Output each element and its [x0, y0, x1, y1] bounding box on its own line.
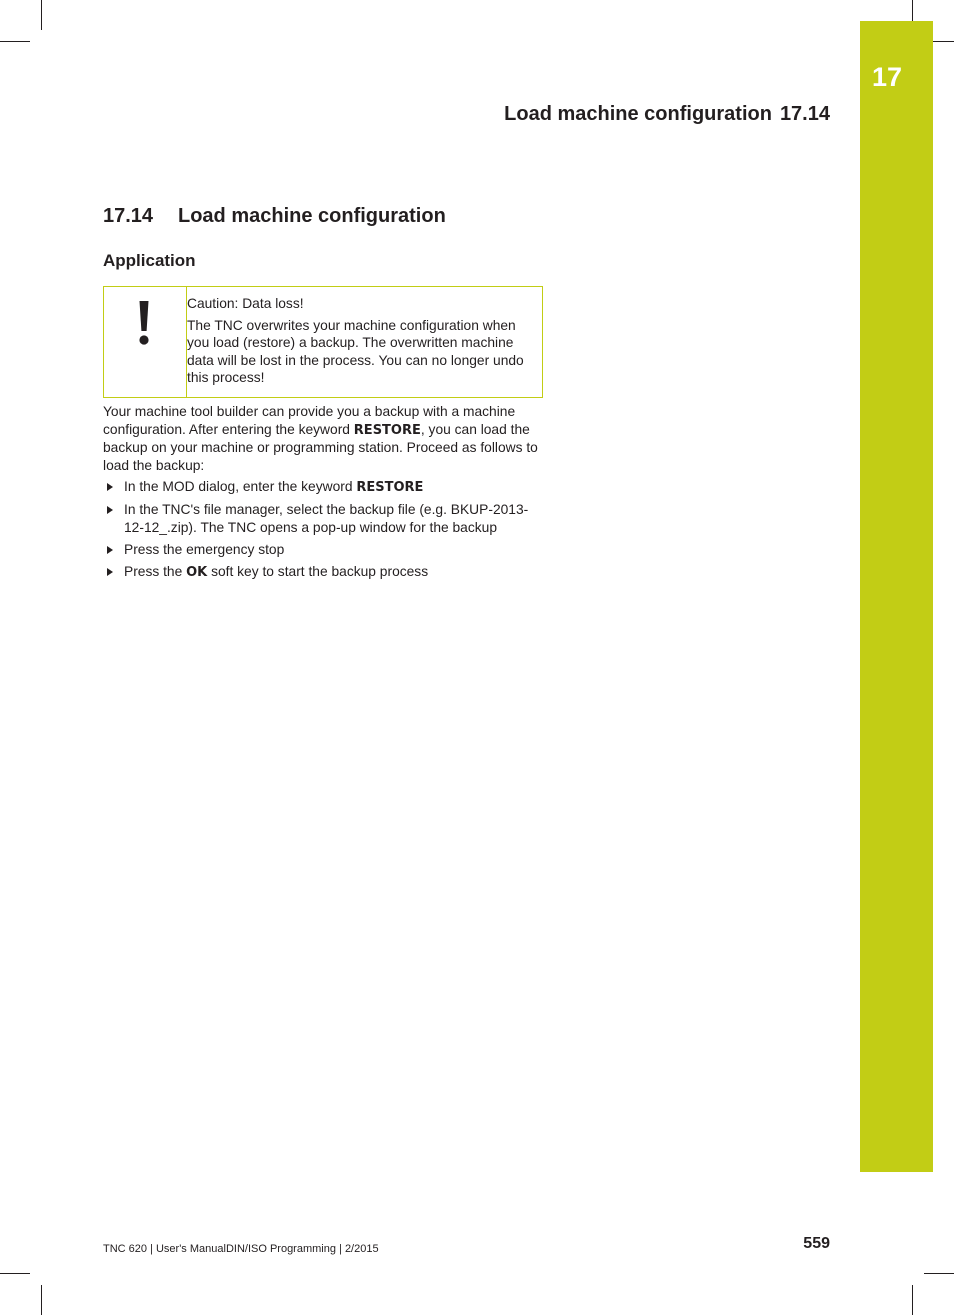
intro-text: Your machine tool builder can provide you a backup with a machine configuration. After entering the keyword — [103, 404, 516, 437]
intro-paragraph — [103, 403, 547, 474]
note-text — [187, 295, 532, 391]
crop-mark — [912, 1285, 913, 1315]
arrow-icon — [107, 483, 113, 491]
crop-mark — [0, 1273, 30, 1274]
section-title-text: Load machine configuration — [178, 205, 446, 227]
caution-note — [103, 286, 543, 398]
note-body: The TNC overwrites your machine configuration when you load (restore) a backup. The overwritten machine data will be lost in the process. You can no longer undo this process! — [187, 317, 524, 385]
step-text: soft key to start the backup process — [207, 564, 429, 580]
crop-mark — [924, 1273, 954, 1274]
chapter-tab — [860, 21, 933, 1172]
body-text — [103, 403, 547, 586]
crop-mark — [0, 41, 30, 42]
page-number: 559 — [803, 1235, 830, 1252]
section-title — [103, 205, 446, 228]
exclamation-icon — [137, 301, 151, 345]
intro-text: , you can load the backup on your machine or programming station. Proceed as follows to load the backup: — [103, 421, 538, 473]
step-text: Press the — [124, 564, 187, 580]
arrow-icon — [107, 506, 113, 514]
steps-list — [103, 478, 547, 581]
step-text: Press the emergency stop — [124, 542, 285, 558]
step-keyword: RESTORE — [356, 480, 424, 496]
arrow-icon — [107, 546, 113, 554]
footer-text: TNC 620 | User's ManualDIN/ISO Programming | 2/2015 — [103, 1243, 379, 1255]
step-keyword: OK — [186, 565, 208, 581]
running-header — [504, 103, 830, 126]
crop-mark — [41, 1285, 42, 1315]
step-item — [103, 563, 547, 582]
running-header-section-number: 17.14 — [779, 103, 830, 125]
section-number: 17.14 — [103, 205, 154, 227]
step-item — [103, 478, 547, 497]
crop-mark — [41, 0, 42, 30]
note-title: Caution: Data loss! — [187, 296, 304, 311]
running-header-title: Load machine configuration — [504, 103, 772, 125]
step-item — [103, 541, 547, 559]
step-text: In the TNC's file manager, select the backup file (e.g. BKUP-2013-12-12_.zip). The TNC opens a pop-up window for the backup — [124, 502, 529, 536]
arrow-icon — [107, 568, 113, 576]
chapter-number: 17 — [872, 62, 903, 92]
step-item — [103, 501, 547, 536]
subheading: Application — [103, 251, 196, 270]
keyword-restore: RESTORE — [353, 422, 421, 438]
step-text: In the MOD dialog, enter the keyword — [124, 479, 357, 495]
